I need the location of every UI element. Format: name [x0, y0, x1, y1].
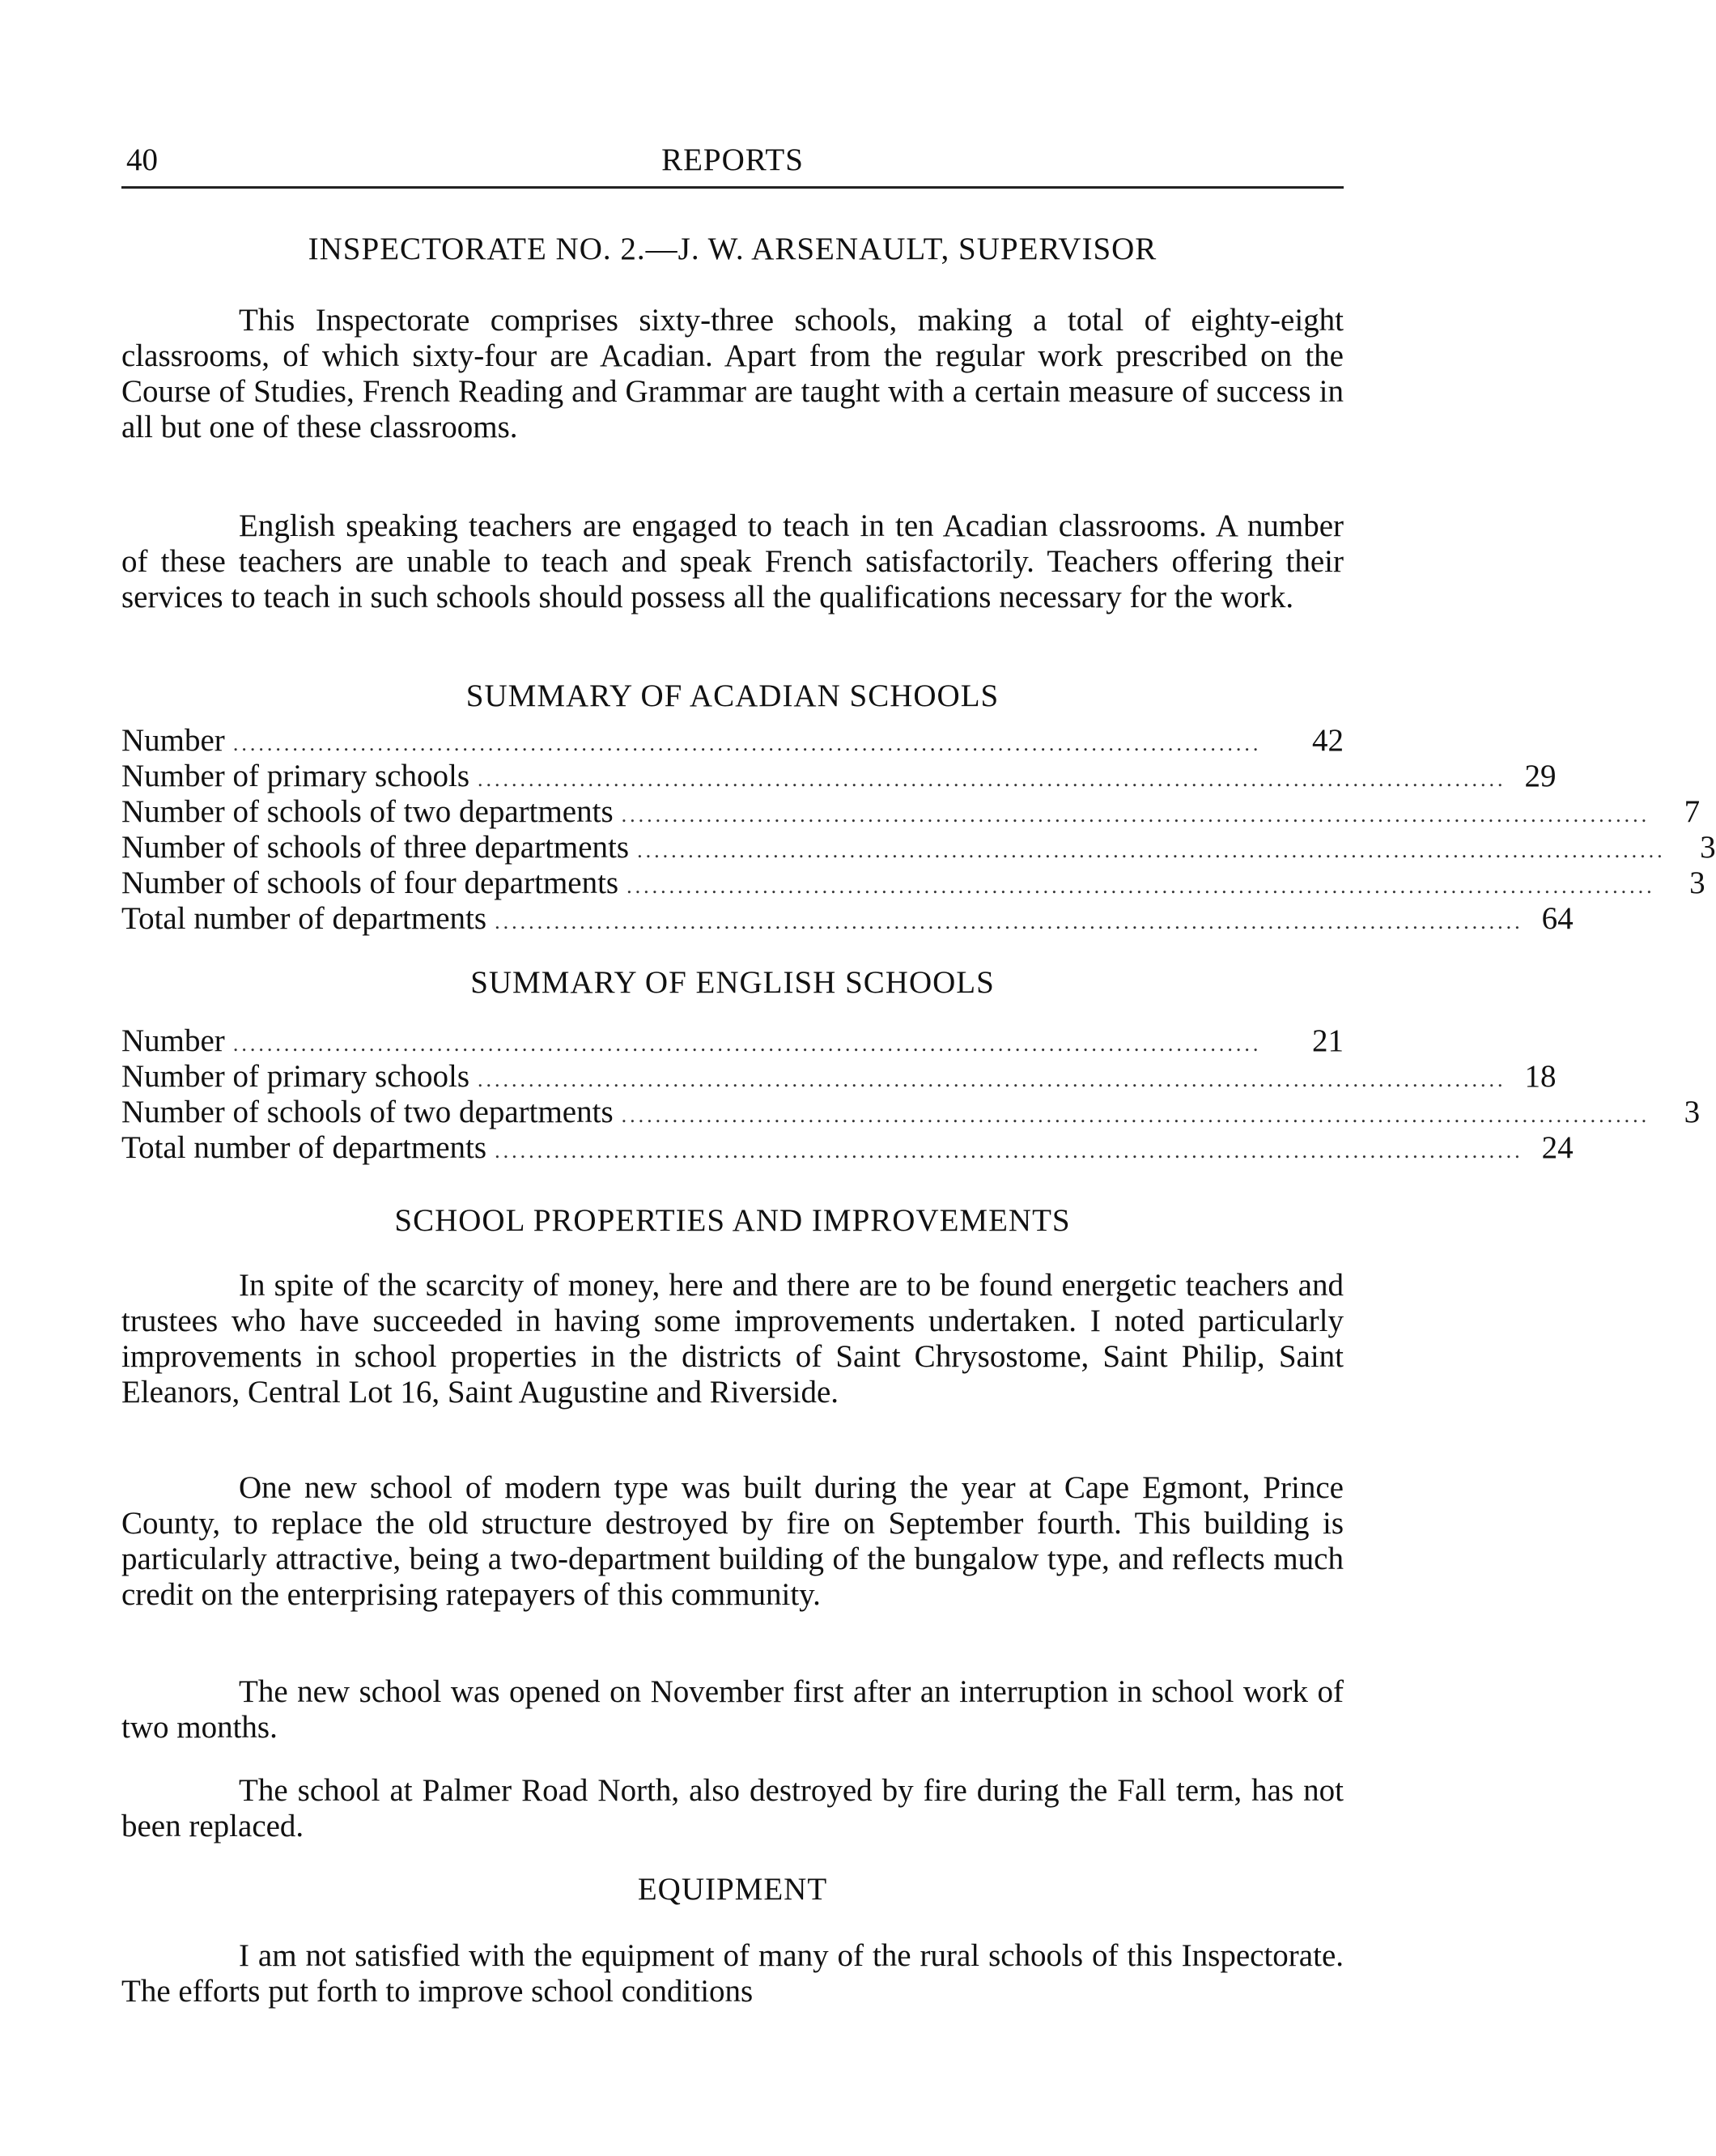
running-title: REPORTS [661, 142, 804, 177]
summary-row [121, 759, 1557, 794]
row-value: 3 [1700, 830, 1716, 865]
row-label: Number of schools of three departments [121, 830, 630, 865]
report-page [121, 0, 1716, 2156]
dot-leader: ......................................................................................................................... [621, 1104, 1650, 1127]
summary-row [121, 1059, 1557, 1095]
running-head [121, 136, 1344, 185]
dot-leader: ......................................................................................................................... [478, 768, 1506, 791]
acadian-summary-list [121, 723, 1716, 937]
row-label: Number [121, 723, 225, 758]
inspectorate-heading: INSPECTORATE NO. 2.—J. W. ARSENAULT, SUPERVISOR [308, 232, 1157, 266]
dot-leader: ......................................................................................................................... [495, 910, 1523, 933]
teachers-paragraph: English speaking teachers are engaged to teach in ten Acadian classrooms. A number of these teachers are unable to teach and speak French satisfactorily. Teachers offering their services to teach in such schools should possess all the qualifications necessary for the work. [121, 508, 1344, 614]
english-summary-heading: SUMMARY OF ENGLISH SCHOOLS [470, 965, 995, 1000]
dot-leader: ......................................................................................................................... [495, 1139, 1523, 1163]
row-value: 29 [1524, 759, 1557, 793]
properties-paragraph-1: In spite of the scarcity of money, here and there are to be found energetic teachers and trustees who have succeeded in having some improvements undertaken. I noted particularly improvements in school properties in the districts of Saint Chrysostome, Saint Philip, Saint Eleanors, Central Lot 16, Saint Augustine and Riverside. [121, 1268, 1344, 1410]
row-value: 18 [1524, 1059, 1557, 1094]
equipment-paragraph: I am not satisfied with the equipment of many of the rural schools of this Inspectorate. The efforts put forth to improve school conditions [121, 1938, 1344, 2009]
summary-row [121, 1023, 1344, 1059]
intro-paragraph: This Inspectorate comprises sixty-three schools, making a total of eighty-eight classrooms, of which sixty-four are Acadian. Apart from the regular work prescribed on the Course of Studies, French Reading and Grammar are taught with a certain measure of success in all but one of these classrooms. [121, 303, 1344, 444]
row-value: 7 [1684, 794, 1701, 829]
properties-paragraph-3: The new school was opened on November first after an interruption in school work of two months. [121, 1674, 1344, 1745]
properties-paragraph-2: One new school of modern type was built during the year at Cape Egmont, Prince County, to replace the old structure destroyed by fire on September fourth. This building is particularly attractive, being a two-department building of the bungalow type, and reflects much credit on the enterprising ratepayers of this community. [121, 1470, 1344, 1612]
summary-row [121, 1095, 1701, 1130]
row-label: Total number of departments [121, 1130, 487, 1165]
header-rule [121, 186, 1344, 189]
dot-leader: ......................................................................................................................... [627, 874, 1655, 898]
row-value: 21 [1312, 1023, 1344, 1058]
row-value: 3 [1684, 1095, 1701, 1129]
properties-heading: SCHOOL PROPERTIES AND IMPROVEMENTS [394, 1203, 1071, 1238]
properties-paragraph-4: The school at Palmer Road North, also destroyed by fire during the Fall term, has not been replaced. [121, 1773, 1344, 1843]
acadian-summary-heading: SUMMARY OF ACADIAN SCHOOLS [465, 678, 1000, 713]
row-label: Number of primary schools [121, 759, 469, 793]
summary-row [121, 723, 1344, 759]
summary-row [121, 865, 1705, 901]
row-value: 42 [1312, 723, 1344, 758]
row-value: 3 [1689, 865, 1705, 900]
summary-row [121, 901, 1574, 937]
row-label: Number of schools of two departments [121, 1095, 614, 1129]
row-label: Number of schools of four departments [121, 865, 619, 900]
summary-row [121, 1130, 1574, 1166]
row-label: Number of schools of two departments [121, 794, 614, 829]
dot-leader: ......................................................................................................................... [232, 732, 1262, 755]
dot-leader: ......................................................................................................................... [621, 803, 1650, 827]
dot-leader: ......................................................................................................................... [478, 1068, 1506, 1091]
row-label: Number [121, 1023, 225, 1058]
row-value: 24 [1541, 1130, 1574, 1165]
english-summary-list [121, 1023, 1701, 1166]
summary-row [121, 830, 1716, 865]
row-value: 64 [1541, 901, 1574, 936]
row-label: Total number of departments [121, 901, 487, 936]
summary-row [121, 794, 1701, 830]
dot-leader: ......................................................................................................................... [232, 1032, 1262, 1056]
dot-leader: ......................................................................................................................... [637, 839, 1666, 862]
row-label: Number of primary schools [121, 1059, 469, 1094]
page-number: 40 [126, 142, 158, 177]
equipment-heading: EQUIPMENT [637, 1872, 828, 1907]
